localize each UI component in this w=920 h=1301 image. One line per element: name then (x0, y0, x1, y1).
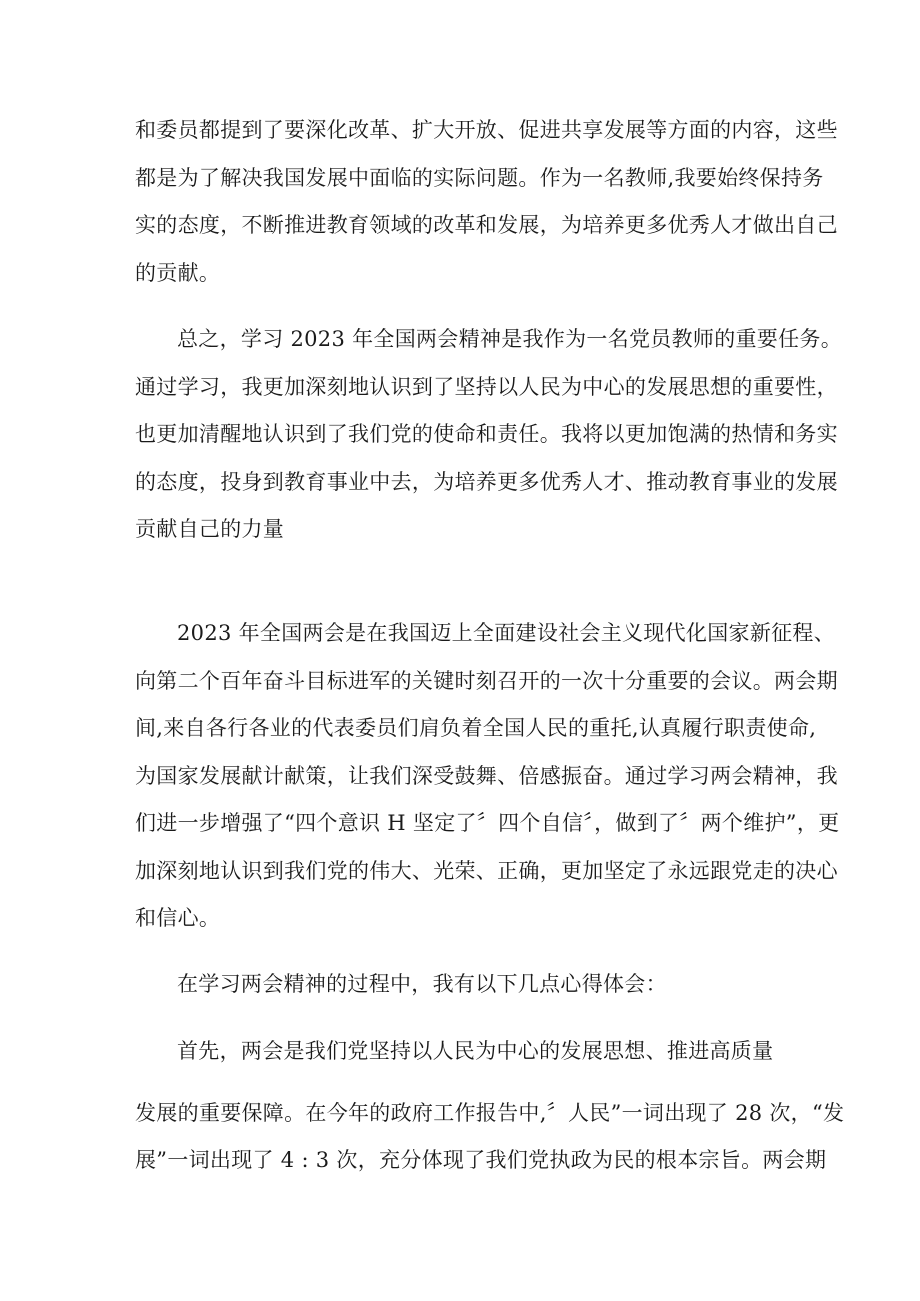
paragraph-3-line-3: 间,来自各行各业的代表委员们肩负着全国人民的重托,认真履行职责使命, (135, 716, 817, 740)
paragraph-2-line-5: 贡献自己的力量 (135, 517, 285, 541)
paragraph-5-line-1: 首先，两会是我们党坚持以人民为中心的发展思想、推进高质量 (177, 1039, 774, 1063)
paragraph-1-line-4: 的贡献。 (135, 261, 221, 285)
paragraph-2-line-3: 也更加清醒地认识到了我们党的使命和责任。我将以更加饱满的热情和务实 (135, 422, 838, 446)
paragraph-2-line-1: 总之，学习 2023 年全国两会精神是我作为一名党员教师的重要任务。 (177, 327, 842, 351)
paragraph-3-line-2: 向第二个百年奋斗目标进军的关键时刻召开的一次十分重要的会议。两会期 (135, 669, 838, 693)
paragraph-2-line-4: 的态度，投身到教育事业中去，为培养更多优秀人才、推动教育事业的发展 (135, 470, 838, 494)
paragraph-6-line-2: 展”一词出现了 4 : 3 次，充分体现了我们党执政为民的根本宗旨。两会期 (135, 1148, 827, 1172)
paragraph-1-line-3: 实的态度，不断推进教育领域的改革和发展，为培养更多优秀人才做出自己 (135, 213, 838, 237)
paragraph-4-line-1: 在学习两会精神的过程中，我有以下几点心得体会： (177, 972, 667, 996)
paragraph-3-line-4: 为国家发展献计献策，让我们深受鼓舞、倍感振奋。通过学习两会精神，我 (135, 764, 838, 788)
paragraph-1-line-1: 和委员都提到了要深化改革、扩大开放、促进共享发展等方面的内容，这些 (135, 118, 838, 142)
paragraph-2-line-2: 通过学习，我更加深刻地认识到了坚持以人民为中心的发展思想的重要性， (135, 375, 838, 399)
paragraph-3-line-5: 们进一步增强了“四个意识 H 坚定了〞四个自信〞，做到了〞两个维护”，更 (135, 811, 840, 835)
paragraph-3-line-7: 和信心。 (135, 906, 221, 930)
paragraph-3-line-1: 2023 年全国两会是在我国迈上全面建设社会主义现代化国家新征程、 (177, 621, 836, 645)
paragraph-1-line-2: 都是为了解决我国发展中面临的实际问题。作为一名教师,我要始终保持务 (135, 166, 824, 190)
paragraph-3-line-6: 加深刻地认识到我们党的伟大、光荣、正确，更加坚定了永远跟党走的决心 (135, 859, 838, 883)
paragraph-6-line-1: 发展的重要保障。在今年的政府工作报告中,〞人民”一词出现了 28 次，“发 (135, 1101, 845, 1125)
